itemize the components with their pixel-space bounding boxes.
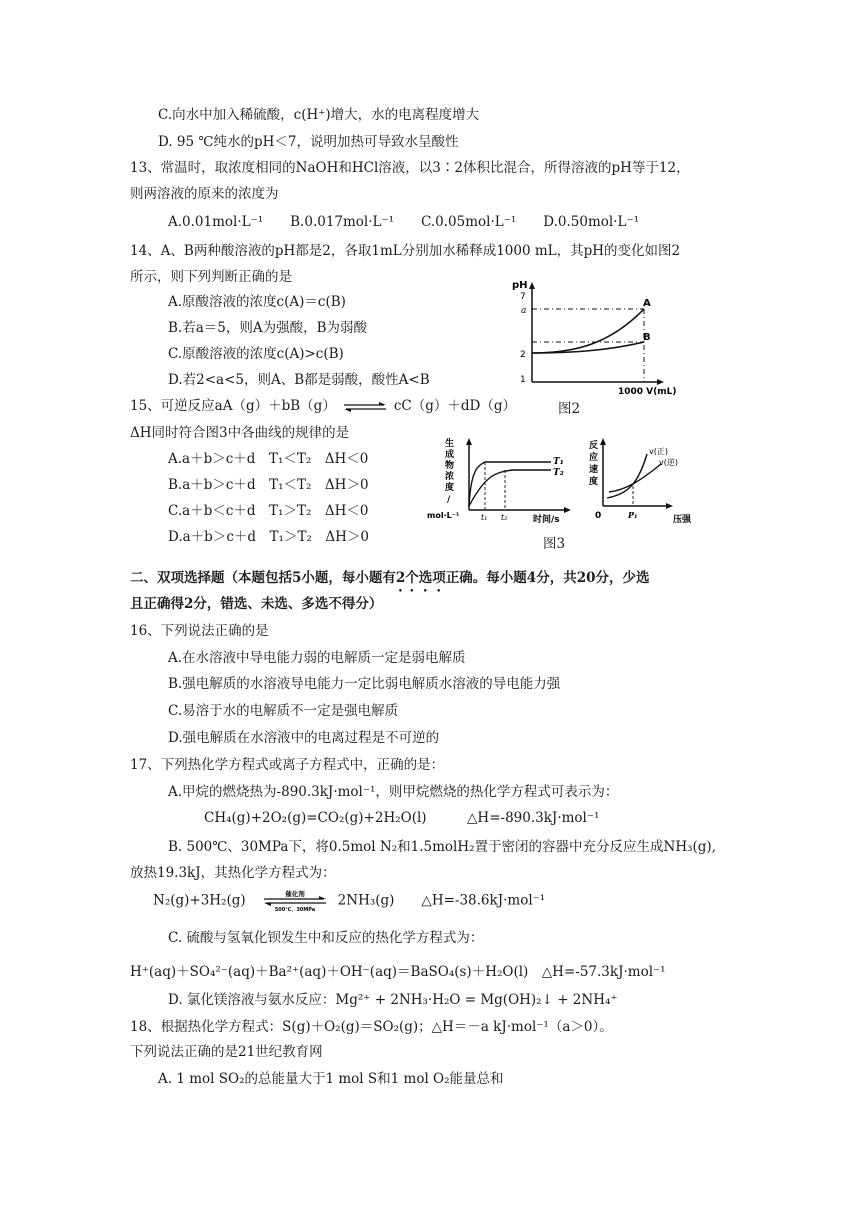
q17-b-conditions: 500℃、30MPa bbox=[274, 907, 315, 913]
fig3-right-origin: 0 bbox=[595, 511, 602, 521]
q17-option-a: A.甲烷的燃烧热为-890.3kJ·mol⁻¹，则甲烷燃烧的热化学方程式可表示为： bbox=[168, 784, 619, 800]
figure-2-caption: 图2 bbox=[558, 401, 581, 417]
fig3-t2-tick: t₂ bbox=[501, 513, 508, 522]
q16-stem: 16、下列说法正确的是 bbox=[130, 623, 269, 639]
fig2-x-label: 1000 V(mL) bbox=[618, 387, 677, 397]
q13-stem-line2: 则两溶液的原来的浓度为 bbox=[130, 186, 279, 202]
fig3-left-y-char-1: 生 bbox=[445, 439, 455, 449]
fig3-label-t2: T₂ bbox=[553, 468, 564, 478]
fig2-curve-a bbox=[532, 309, 644, 353]
q15-option-b: B.a＋b＞c＋d T₁＜T₂ ΔH＞0 bbox=[168, 477, 369, 493]
q16-option-c: C.易溶于水的电解质不一定是强电解质 bbox=[168, 703, 399, 719]
fig3-left-y-char-3: 物 bbox=[445, 461, 455, 471]
q17-option-b-line1: B. 500℃、30MPa下，将0.5mol N₂和1.5molH₂置于密闭的容器中充分反应生成NH₃(g), bbox=[168, 839, 716, 855]
fig3-left-y-char-5: 度 bbox=[445, 483, 455, 493]
fig3-curve-t2 bbox=[469, 470, 551, 506]
fig2-y-tick-a: a bbox=[521, 306, 527, 316]
q15-option-c: C.a＋b＜c＋d T₁＞T₂ ΔH＜0 bbox=[168, 503, 369, 519]
fig3-label-v-reverse: v(逆) bbox=[659, 458, 678, 467]
fig3-right-y-char-2: 应 bbox=[589, 453, 599, 463]
q15-option-d: D.a＋b＞c＋d T₁＞T₂ ΔH＞0 bbox=[168, 529, 369, 545]
fig3-right-y-char-1: 反 bbox=[589, 441, 599, 451]
q17-option-c-equation: H⁺(aq)＋SO₄²⁻(aq)＋Ba²⁺(aq)＋OH⁻(aq)＝BaSO₄(s)＋H₂O(l) △H=-57.3kJ·mol⁻¹ bbox=[130, 964, 666, 980]
q18-option-a: A. 1 mol SO₂的总能量大于1 mol S和1 mol O₂能量总和 bbox=[158, 1071, 504, 1087]
fig2-y-tick-1: 1 bbox=[520, 375, 526, 385]
fig2-curve-b bbox=[532, 342, 644, 353]
q16-option-a: A.在水溶液中导电能力弱的电解质一定是弱电解质 bbox=[168, 650, 466, 666]
q12-option-d: D. 95 ℃纯水的pH＜7，说明加热可导致水呈酸性 bbox=[158, 134, 459, 150]
fig3-curve-v-reverse bbox=[609, 464, 661, 492]
fig3-label-v-forward: v(正) bbox=[649, 447, 668, 456]
fig2-y-tick-7: 7 bbox=[520, 292, 526, 302]
figure-3-graphs bbox=[425, 436, 715, 532]
q14-option-a: A.原酸溶液的浓度c(A)＝c(B) bbox=[168, 294, 346, 310]
fig3-left-y-char-6: / bbox=[447, 495, 451, 505]
q15-stem-line1 bbox=[130, 397, 516, 415]
q14-stem-line1: 14、A、B两种酸溶液的pH都是2，各取1mL分别加水稀释成1000 mL，其pH的变化如图2 bbox=[130, 243, 681, 259]
q18-stem: 18、根据热化学方程式：S(g)＋O₂(g)＝SO₂(g)；△H＝－a kJ·mol⁻¹（a＞0）。 bbox=[130, 1019, 613, 1035]
q14-option-c: C.原酸溶液的浓度c(A)>c(B) bbox=[168, 346, 344, 362]
fig2-label-a: A bbox=[643, 298, 651, 309]
equilibrium-arrow-icon bbox=[342, 400, 388, 414]
figure-2-ph-dilution-graph bbox=[500, 278, 677, 398]
fig3-left-y-char-4: 浓 bbox=[445, 472, 455, 482]
section-2-header-line1 bbox=[130, 569, 650, 595]
fig2-y-label: pH bbox=[512, 280, 528, 291]
q15-stem-right: cC（g）＋dD（g） bbox=[393, 398, 516, 414]
fig3-left-y-unit: mol·L⁻¹ bbox=[427, 511, 460, 520]
q14-stem-line2: 所示，则下列判断正确的是 bbox=[130, 269, 292, 285]
fig3-p1-tick: P₁ bbox=[628, 510, 638, 520]
q17-b-eq-right: 2NH₃(g) △H=-38.6kJ·mol⁻¹ bbox=[337, 892, 546, 909]
q17-option-b-line2: 放热19.3kJ，其热化学方程式为： bbox=[130, 865, 336, 881]
fig3-left-y-char-2: 成 bbox=[445, 450, 455, 460]
q18-stem-line2: 下列说法正确的是21世纪教育网 bbox=[130, 1044, 323, 1060]
section-2-header-part-a: 二、双项选择题（本题包括5小题，每小题有 bbox=[130, 570, 396, 586]
q17-option-c: C. 硫酸与氢氧化钡发生中和反应的热化学方程式为： bbox=[168, 930, 484, 946]
q14-option-d: D.若2<a<5，则A、B都是弱酸，酸性A<B bbox=[168, 372, 430, 388]
section-2-header-part-b: 正确。每小题4分，共20分，少选 bbox=[445, 570, 650, 586]
figure-3-caption: 图3 bbox=[543, 536, 566, 552]
catalyst-equilibrium-arrow-icon bbox=[260, 890, 330, 912]
fig3-right-y-char-3: 速 bbox=[589, 465, 599, 475]
q15-option-a: A.a＋b＞c＋d T₁＜T₂ ΔH＜0 bbox=[168, 451, 369, 467]
fig3-curve-t1 bbox=[469, 462, 551, 506]
q15-stem-left: 15、可逆反应aA（g）＋bB（g） bbox=[130, 398, 336, 414]
q17-option-b-equation bbox=[153, 890, 545, 912]
q17-option-a-equation: CH₄(g)+2O₂(g)=CO₂(g)+2H₂O(l) △H=-890.3kJ·mol⁻¹ bbox=[204, 810, 600, 826]
section-2-header-line2: 且正确得2分，错选、未选、多选不得分） bbox=[130, 596, 383, 612]
fig3-left-x-label: 时间/s bbox=[533, 515, 560, 525]
q14-option-b: B.若a＝5，则A为强酸，B为弱酸 bbox=[168, 320, 368, 336]
q13-options: A.0.01mol·L⁻¹ B.0.017mol·L⁻¹ C.0.05mol·L⁻¹ D.0.50mol·L⁻¹ bbox=[168, 214, 640, 230]
q13-stem-line1: 13、常温时，取浓度相同的NaOH和HCl溶液，以3∶2体积比混合，所得溶液的pH等于12， bbox=[130, 160, 690, 176]
fig3-right-x-label: 压强 bbox=[673, 515, 692, 525]
fig3-right-y-char-4: 度 bbox=[589, 477, 599, 487]
fig2-y-tick-2: 2 bbox=[520, 350, 526, 360]
q15-stem-line2: ΔH同时符合图3中各曲线的规律的是 bbox=[130, 425, 350, 441]
q16-option-d: D.强电解质在水溶液中的电离过程是不可逆的 bbox=[168, 730, 440, 746]
q17-b-catalyst: 催化剂 bbox=[284, 890, 305, 898]
q17-option-d: D. 氯化镁溶液与氨水反应：Mg²⁺ + 2NH₃·H₂O = Mg(OH)₂↓ + 2NH₄⁺ bbox=[168, 992, 618, 1008]
q12-option-c: C.向水中加入稀硫酸，c(H⁺)增大，水的电离程度增大 bbox=[158, 107, 480, 123]
q17-stem: 17、下列热化学方程式或离子方程式中，正确的是： bbox=[130, 757, 445, 773]
fig2-label-b: B bbox=[643, 332, 651, 343]
q16-option-b: B.强电解质的水溶液导电能力一定比弱电解质水溶液的导电能力强 bbox=[168, 676, 561, 692]
fig3-t1-tick: t₁ bbox=[481, 513, 488, 522]
section-2-header-emphasis: 2个选项 bbox=[395, 570, 446, 586]
q17-b-eq-left: N₂(g)+3H₂(g) bbox=[153, 892, 246, 909]
fig3-label-t1: T₁ bbox=[553, 457, 564, 467]
